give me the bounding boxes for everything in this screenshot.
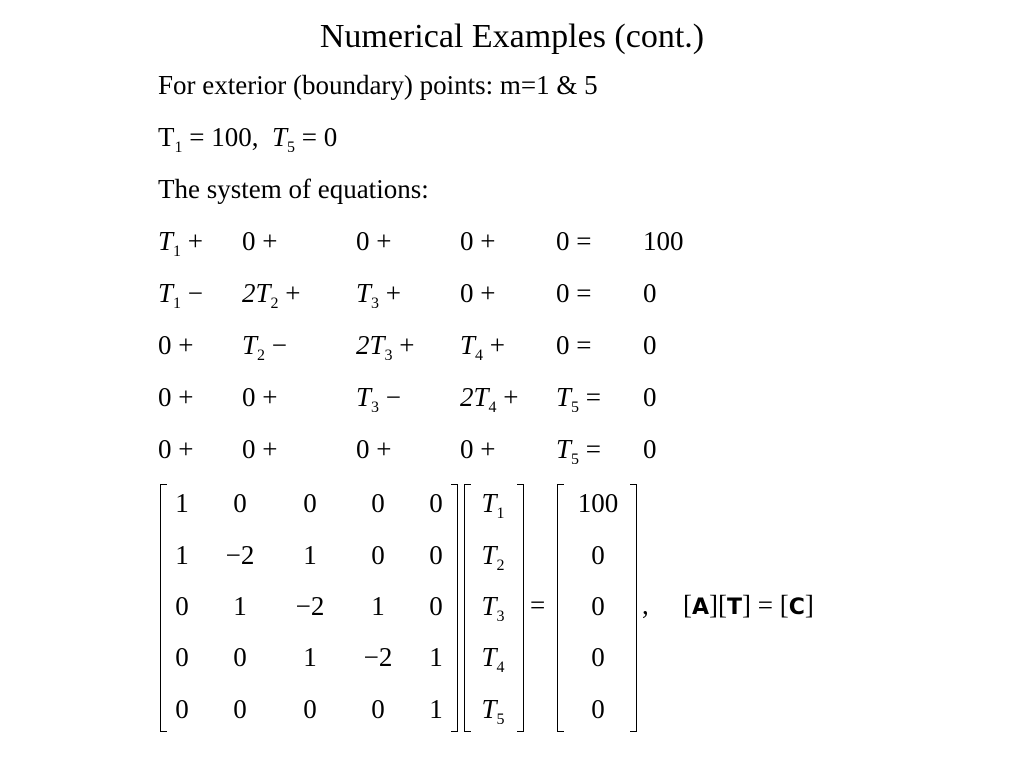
equation-term: $T_2$ − (242, 330, 288, 364)
equation-term: $T_3$ − (356, 382, 402, 416)
t5-symbol: T (271, 122, 288, 152)
equation-term: $T_3$ + (356, 278, 402, 312)
equation-term: 0 + (460, 278, 496, 308)
matrix-a-cell: 0 (175, 642, 189, 672)
equation-term: $T_1$ − (158, 278, 204, 312)
matrix-a-cell: 0 (429, 488, 443, 518)
matrix-a-cell: 0 (233, 642, 247, 672)
t1-subscript: 1 (174, 139, 183, 156)
matrix-a-cell: 0 (233, 488, 247, 518)
equation-term: 0 + (460, 226, 496, 256)
matrix-a-cell: 0 (429, 540, 443, 570)
matrix-relation: [A][T] = [C] (683, 590, 814, 620)
matrix-a-cell: 1 (371, 591, 385, 621)
matrix-a-cell: −2 (225, 540, 255, 570)
vector-t-cell: $T_1$ (481, 488, 505, 522)
relation-c: C (788, 595, 805, 620)
vector-c-left-bracket (557, 484, 564, 732)
vector-c-right-bracket (630, 484, 637, 732)
matrix-a-cell: 0 (429, 591, 443, 621)
matrix-a-cell: 0 (371, 488, 385, 518)
matrix-a-cell: 1 (429, 694, 443, 724)
matrix-a-cell: 0 (175, 694, 189, 724)
system-text: The system of equations: (158, 174, 429, 204)
matrix-a-cell: 0 (303, 488, 317, 518)
equation-term: 0 (643, 382, 657, 412)
vector-t-cell: $T_3$ (481, 591, 505, 625)
equation-term: $2T_2$ + (242, 278, 301, 312)
equation-term: 0 = (556, 226, 592, 256)
matrix-equals: = (530, 590, 546, 620)
matrix-a-cell: 1 (429, 642, 443, 672)
equation-term: 0 = (556, 330, 592, 360)
relation-equals: = (757, 590, 774, 620)
matrix-a-cell: 1 (175, 488, 189, 518)
matrix-a-cell: 1 (303, 642, 317, 672)
equation-term: $T_1$ + (158, 226, 204, 260)
vector-t-cell: $T_4$ (481, 642, 505, 676)
equation-term: 0 + (242, 226, 278, 256)
matrix-a-cell: −2 (295, 591, 325, 621)
relation-a: A (692, 595, 710, 620)
boundary-points-text: For exterior (boundary) points: m=1 & 5 (158, 70, 598, 100)
page-title: Numerical Examples (cont.) (319, 18, 705, 55)
equation-term: 0 (643, 330, 657, 360)
vector-c-cell: 0 (591, 591, 605, 621)
relation-t: T (727, 595, 743, 620)
t1-value: = 100, (189, 122, 259, 152)
vector-c-cell: 0 (591, 540, 605, 570)
matrix-a-cell: 1 (233, 591, 247, 621)
vector-c-cell: 0 (591, 642, 605, 672)
equation-term: $2T_3$ + (356, 330, 415, 364)
t1-symbol: T (158, 122, 175, 152)
equation-term: 0 + (158, 434, 194, 464)
matrix-comma: , (642, 590, 649, 620)
vector-c-cell: 0 (591, 694, 605, 724)
equation-term: $T_5$ = (556, 434, 602, 468)
equation-term: 0 (643, 278, 657, 308)
vector-t-cell: $T_2$ (481, 540, 505, 574)
equation-term: 0 + (242, 382, 278, 412)
matrix-a-cell: −2 (363, 642, 393, 672)
equation-term: $T_5$ = (556, 382, 602, 416)
boundary-values (158, 122, 338, 156)
equation-term: 0 + (460, 434, 496, 464)
matrix-a-cell: 0 (175, 591, 189, 621)
equation-term: 0 + (242, 434, 278, 464)
matrix-a-cell: 0 (233, 694, 247, 724)
t5-value: = 0 (301, 122, 338, 152)
equation-term: 0 + (356, 434, 392, 464)
matrix-a-cell: 1 (303, 540, 317, 570)
matrix-a-cell: 1 (175, 540, 189, 570)
vector-c-cell: 100 (577, 488, 619, 518)
equation-term: $2T_4$ + (460, 382, 519, 416)
matrix-a-cell: 0 (371, 694, 385, 724)
equation-term: $T_4$ + (460, 330, 506, 364)
equation-term: 0 (643, 434, 657, 464)
t5-subscript: 5 (287, 139, 296, 156)
equation-term: 100 (643, 226, 684, 256)
equation-term: 0 + (158, 330, 194, 360)
equation-term: 0 = (556, 278, 592, 308)
equation-term: 0 + (158, 382, 194, 412)
matrix-a-cell: 0 (371, 540, 385, 570)
equation-term: 0 + (356, 226, 392, 256)
matrix-a-cell: 0 (303, 694, 317, 724)
vector-t-cell: $T_5$ (481, 694, 505, 728)
